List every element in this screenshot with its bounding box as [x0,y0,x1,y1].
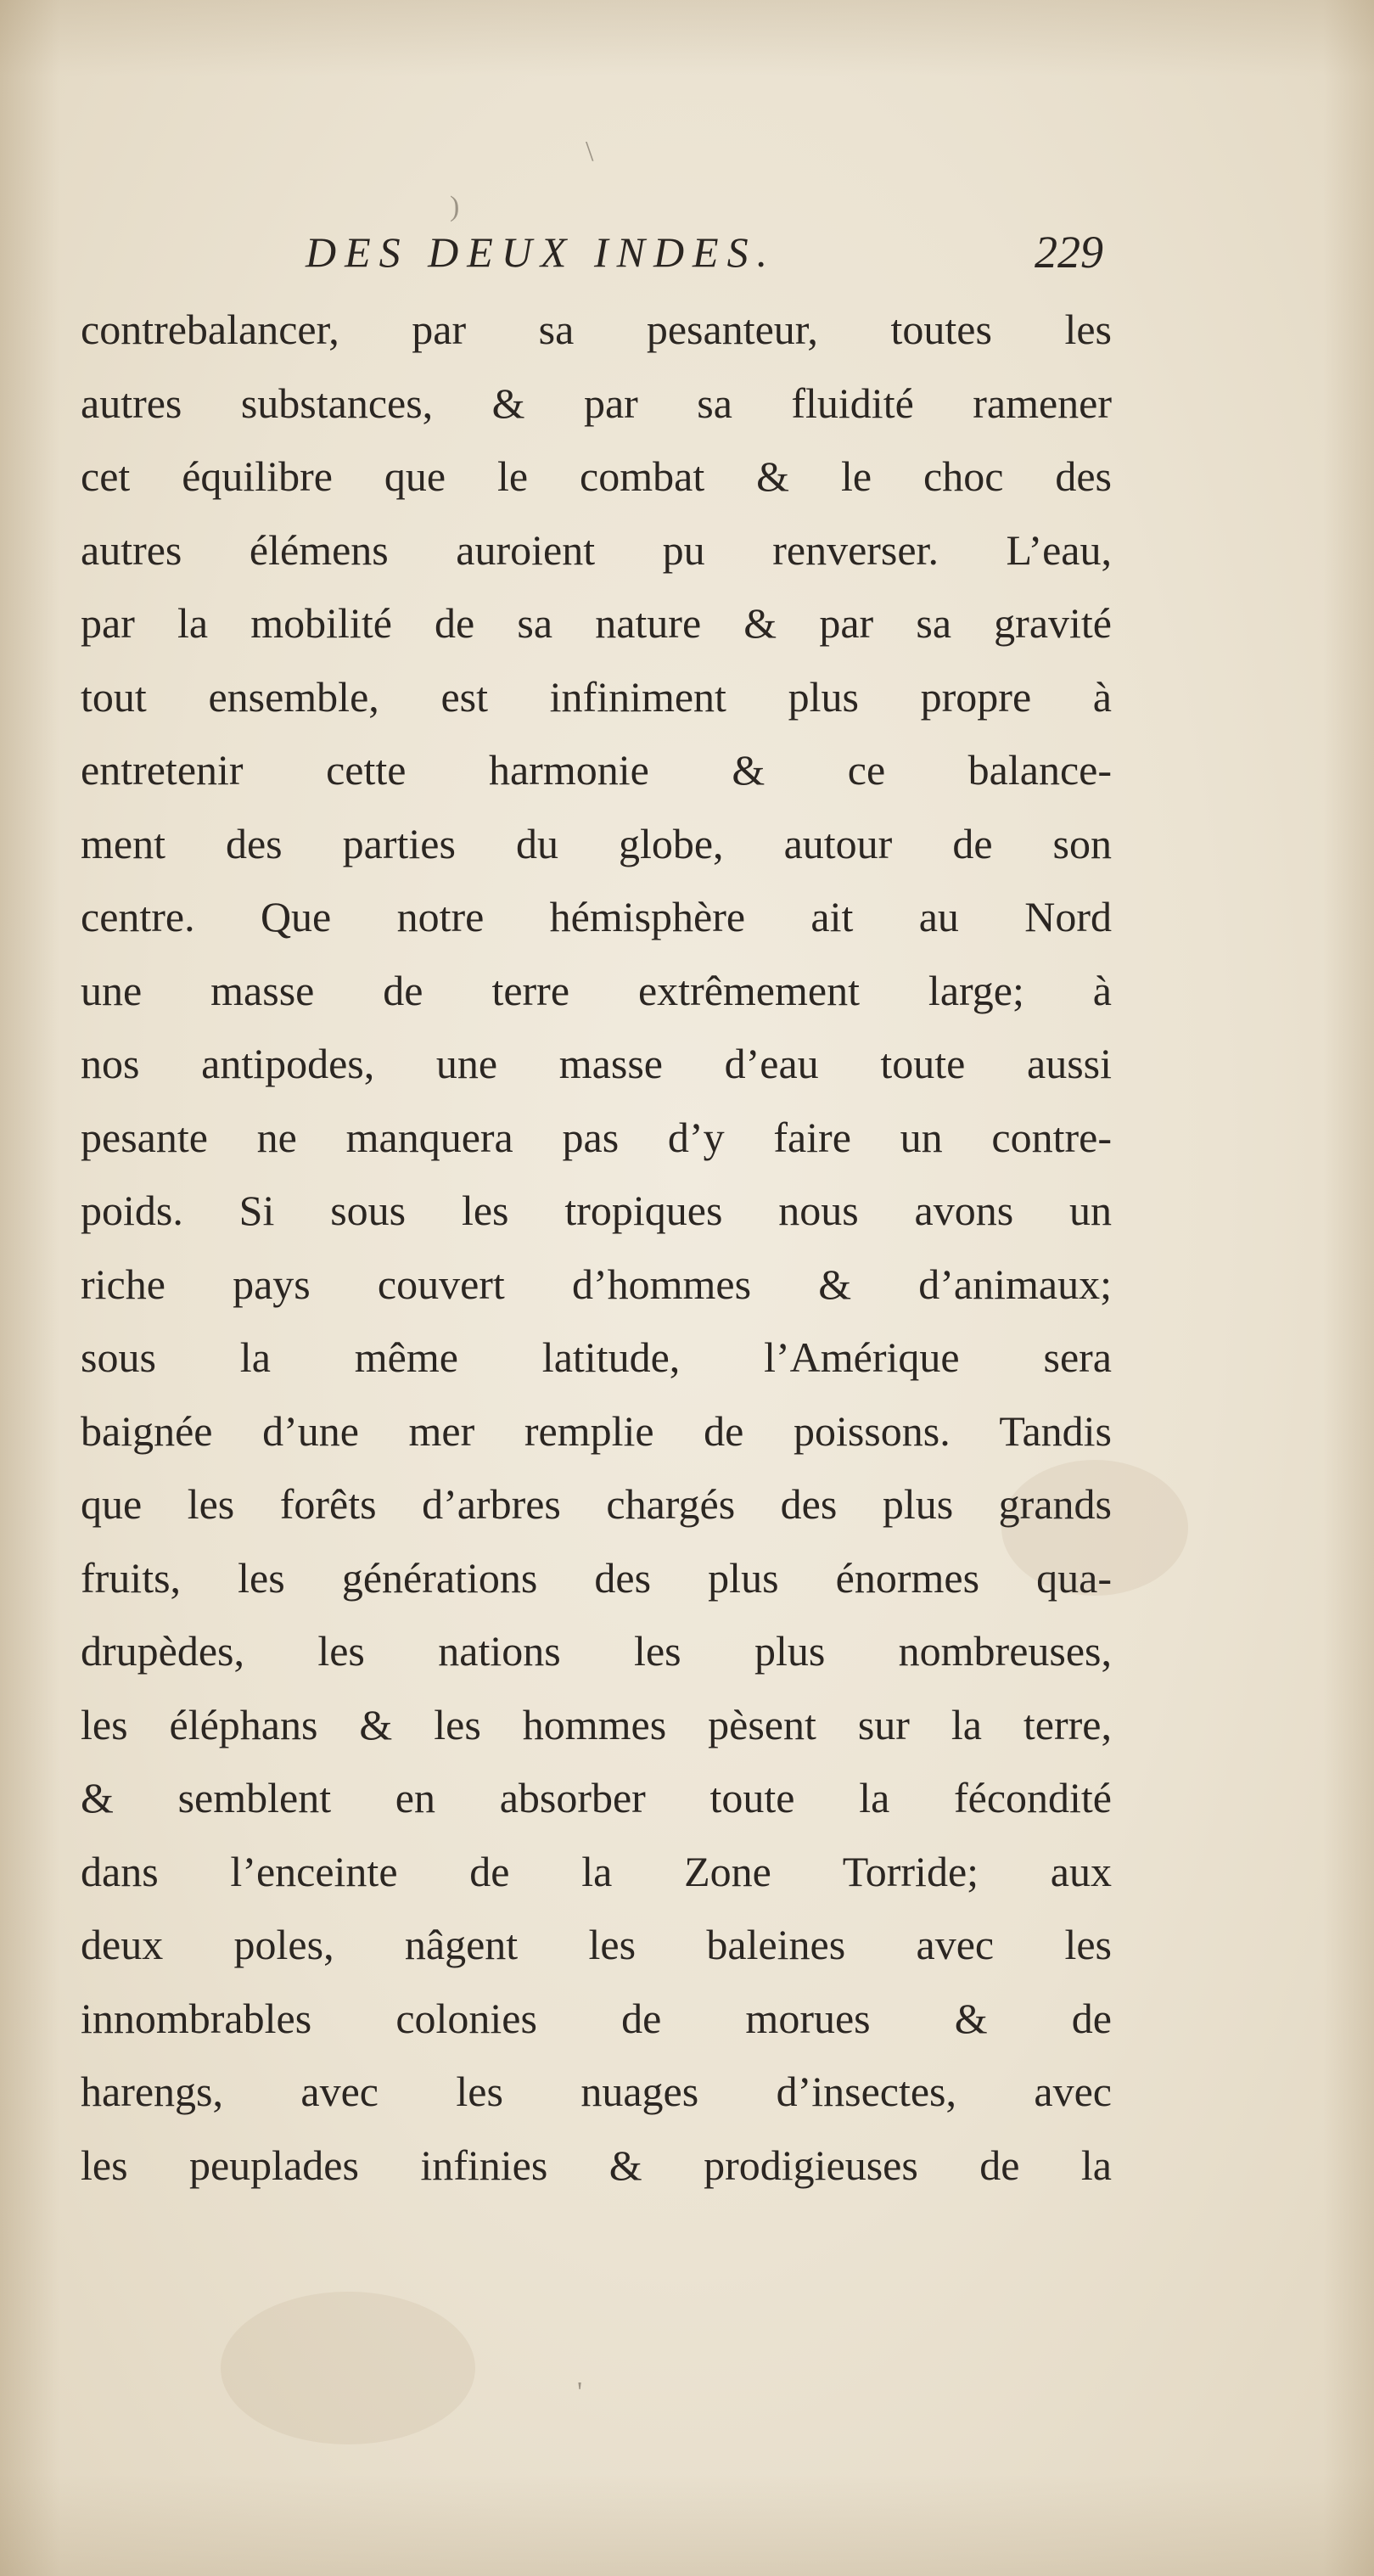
text-line: par la mobilité de sa nature & par sa gravité [81,599,1112,647]
text-line: les peuplades infinies & prodigieuses de la [81,2141,1112,2189]
text-line: poids. Si sous les tropiques nous avons un [81,1187,1112,1234]
text-line: riche pays couvert d’hommes & d’animaux; [81,1260,1112,1308]
text-line: autres élémens auroient pu renverser. L’eau, [81,525,1112,574]
text-line: pesante ne manquera pas d’y faire un contre- [81,1113,1112,1161]
text-line: les éléphans & les hommes pèsent sur la terre, [81,1700,1112,1748]
speck-mark: \ [586,136,594,167]
text-line: nos antipodes, une masse d’eau toute aussi [81,1040,1112,1087]
text-line: dans l’enceinte de la Zone Torride; aux [81,1847,1112,1895]
text-line: contrebalancer, par sa pesanteur, toutes les [81,306,1112,353]
text-line: baignée d’une mer remplie de poissons. Tandis [81,1406,1112,1455]
text-line: que les forêts d’arbres chargés des plus grands [81,1480,1112,1528]
text-line: drupèdes, les nations les plus nombreuses, [81,1627,1112,1675]
page-number: 229 [1035,227,1103,278]
page-edge-shadow-top [0,0,1374,76]
speck-mark: ) [450,191,460,222]
text-line: entretenir cette harmonie & ce balance- [81,746,1112,794]
speck-mark: ' [577,2377,583,2408]
paper-stain [221,2292,475,2444]
text-line: ment des parties du globe, autour de son [81,819,1112,867]
running-title: DES DEUX INDES. [306,228,777,276]
page-header [306,227,1103,287]
page-edge-shadow-right [1323,0,1374,2576]
text-line: & semblent en absorber toute la fécondité [81,1774,1112,1821]
text-line: centre. Que notre hémisphère ait au Nord [81,893,1112,940]
text-line: une masse de terre extrêmement large; à [81,966,1112,1014]
text-line: innombrables colonies de morues & de [81,1994,1112,2042]
body-text [81,293,1112,2202]
page-edge-shadow-left [0,0,59,2576]
text-line: harengs, avec les nuages d’insectes, avec [81,2068,1112,2115]
page-edge-shadow-bottom [0,2474,1374,2576]
text-line: sous la même latitude, l’Amérique sera [81,1333,1112,1381]
text-line: cet équilibre que le combat & le choc des [81,452,1112,500]
text-line: fruits, les générations des plus énormes qua- [81,1553,1112,1602]
text-line: autres substances, & par sa fluidité ramener [81,379,1112,427]
text-line: tout ensemble, est infiniment plus propre à [81,672,1112,721]
text-line: deux poles, nâgent les baleines avec les [81,1921,1112,1968]
